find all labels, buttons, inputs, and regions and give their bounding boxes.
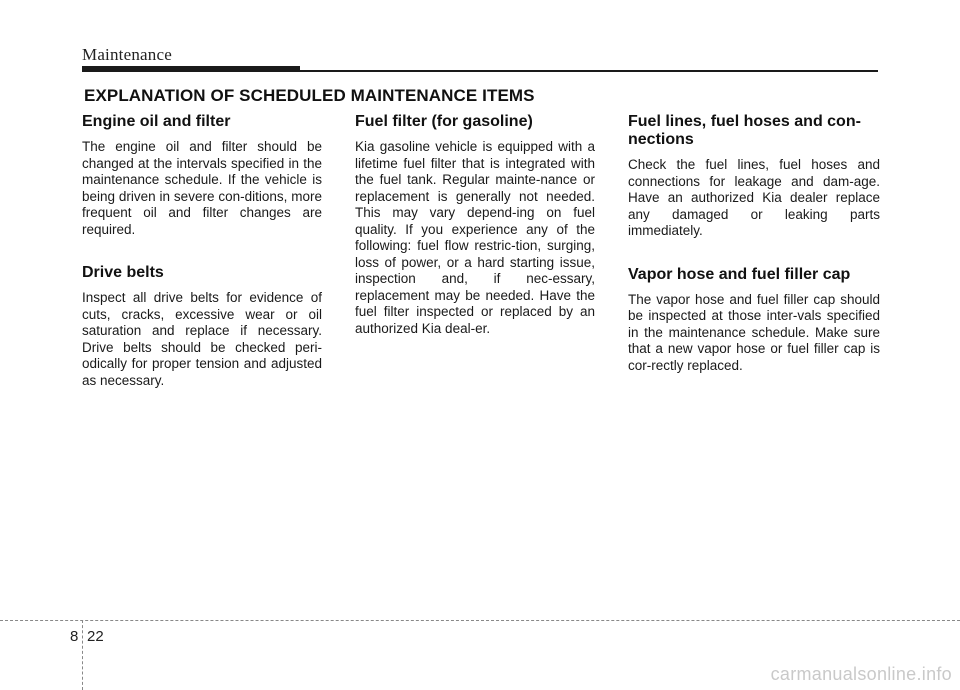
header-rule-thick — [82, 66, 300, 72]
running-header: Maintenance — [82, 45, 172, 64]
chapter-number: 8 — [70, 628, 79, 645]
item-body: Check the fuel lines, fuel hoses and connections for leakage and dam-age. Have an authorized Kia dealer replace any damaged or leaking parts immediately. — [628, 157, 880, 238]
item-body: The engine oil and filter should be changed at the intervals specified in the maintenance schedule. If the vehicle is being driven in severe con-ditions, more frequent oil and filter changes are required. — [82, 139, 322, 237]
item-engine-oil — [82, 113, 322, 238]
item-title: Fuel lines, fuel hoses and con-nections — [628, 113, 861, 148]
item-fuel-lines — [628, 113, 880, 240]
item-title: Vapor hose and fuel filler cap — [628, 265, 851, 283]
section-heading: EXPLANATION OF SCHEDULED MAINTENANCE ITEMS — [84, 86, 535, 105]
item-body: The vapor hose and fuel filler cap should be inspected at those inter-vals specified in the maintenance schedule. Make sure that a new vapor hose or fuel filler cap is cor-rectly replaced. — [628, 291, 880, 373]
footer-divider — [82, 620, 83, 690]
item-drive-belts — [82, 264, 322, 389]
header-rule-thin — [300, 70, 878, 72]
watermark: carmanualsonline.info — [770, 664, 952, 684]
item-vapor-hose — [628, 266, 880, 375]
footer-rule — [0, 620, 960, 621]
column-2 — [355, 113, 595, 337]
column-1 — [82, 113, 322, 389]
column-3 — [628, 113, 880, 374]
item-title: Engine oil and filter — [82, 113, 231, 130]
item-fuel-filter — [355, 113, 595, 337]
item-body: Inspect all drive belts for evidence of cuts, cracks, excessive wear or oil saturation and replace if necessary. Drive belts should be checked peri-odically for proper tension and adjusted as necessary. — [82, 290, 322, 388]
page-number: 22 — [87, 628, 104, 645]
item-title: Drive belts — [82, 264, 164, 281]
item-body: Kia gasoline vehicle is equipped with a lifetime fuel filter that is integrated with the fuel tank. Regular mainte-nance or replacement is generally not needed. This may vary depend-ing on fuel quality. If you experience any of the following: fuel flow restric-tion, surging, loss of power, or a hard starting issue, inspection and, if nec-essary, replacement may be needed. Have the fuel filter inspected or replaced by an authorized Kia deal-er. — [355, 139, 595, 336]
item-title: Fuel filter (for gasoline) — [355, 113, 533, 130]
